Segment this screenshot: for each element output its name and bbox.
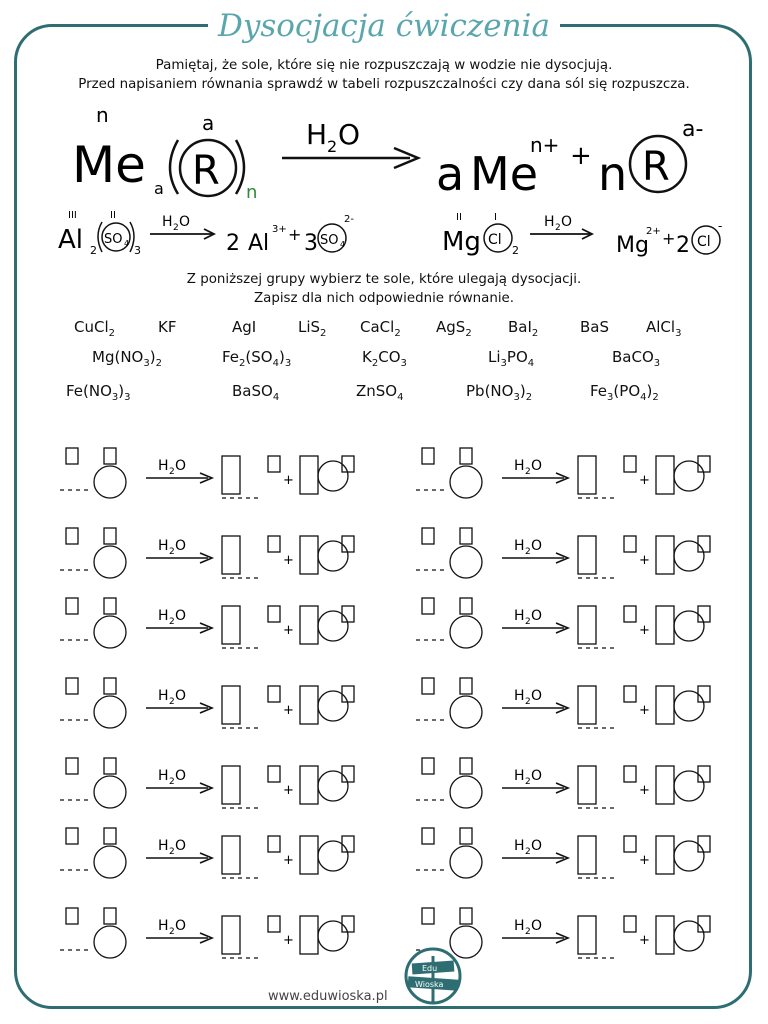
charge-box[interactable] bbox=[698, 456, 710, 472]
valence-box[interactable] bbox=[104, 598, 116, 614]
radical-circle[interactable] bbox=[450, 616, 482, 648]
coefficient-box[interactable] bbox=[300, 836, 318, 874]
valence-box[interactable] bbox=[460, 528, 472, 544]
plus-sign: + bbox=[570, 141, 592, 171]
ion-circle[interactable] bbox=[674, 921, 704, 951]
salt-formula: ZnSO$_4$ bbox=[356, 382, 404, 403]
salt-formula: BaSO$_4$ bbox=[232, 382, 280, 403]
ion-circle[interactable] bbox=[318, 921, 348, 951]
valence-box[interactable] bbox=[422, 448, 434, 464]
task-line-2: Zapisz dla nich odpowiednie równanie. bbox=[253, 291, 515, 306]
radical-circle[interactable] bbox=[450, 846, 482, 878]
water-o: O bbox=[531, 768, 543, 784]
mg-ion: Mg bbox=[616, 233, 649, 258]
so4-symbol: SO bbox=[104, 232, 123, 247]
salt-formula: AlCl$_3$ bbox=[646, 318, 682, 339]
coefficient-box[interactable] bbox=[222, 916, 240, 954]
radical-circle[interactable] bbox=[94, 696, 126, 728]
valence-box[interactable] bbox=[66, 908, 78, 924]
water-o: O bbox=[175, 688, 187, 704]
valence-a: a bbox=[202, 111, 215, 135]
water-h: H bbox=[158, 608, 169, 624]
charge-box[interactable] bbox=[268, 686, 280, 702]
anion-symbol: R bbox=[642, 144, 670, 190]
left-bracket bbox=[170, 140, 178, 194]
water-h: H bbox=[158, 538, 169, 554]
water-h: H bbox=[544, 214, 555, 230]
eduwioska-logo bbox=[398, 946, 468, 1006]
salt-formula: $Pb(NO_3)_2$ bbox=[466, 382, 533, 403]
coefficient-box[interactable] bbox=[222, 766, 240, 804]
valence-n: n bbox=[96, 103, 109, 127]
salt-formula: BaI$_2$ bbox=[508, 318, 539, 339]
coefficient-box[interactable] bbox=[656, 606, 674, 644]
plus-sign: + bbox=[283, 553, 294, 568]
water-sub: 2 bbox=[169, 467, 175, 477]
water-sub: 2 bbox=[169, 927, 175, 937]
salt-formula: BaCO$_3$ bbox=[612, 348, 661, 369]
valence-box[interactable] bbox=[66, 758, 78, 774]
water-o: O bbox=[531, 608, 543, 624]
charge-box[interactable] bbox=[624, 456, 636, 472]
plus-sign: + bbox=[639, 783, 650, 798]
mg-charge: 2+ bbox=[646, 226, 661, 237]
intro-text bbox=[40, 56, 728, 94]
plus-sign: + bbox=[639, 933, 650, 948]
coefficient-box[interactable] bbox=[300, 606, 318, 644]
intro-line-2: Przed napisaniem równania sprawdź w tabeli rozpuszczalności czy dana sól się rozpuszcza. bbox=[78, 77, 690, 92]
equation-row[interactable] bbox=[416, 448, 710, 498]
ion-circle[interactable] bbox=[674, 461, 704, 491]
equation-row[interactable] bbox=[60, 758, 354, 808]
page-title: Dysocjacja ćwiczenia bbox=[0, 8, 768, 44]
charge-box[interactable] bbox=[268, 916, 280, 932]
general-equation bbox=[0, 100, 768, 200]
water-sub: 2 bbox=[169, 847, 175, 857]
valence-box[interactable] bbox=[422, 598, 434, 614]
outer-sub: 3 bbox=[134, 244, 141, 257]
task-text bbox=[40, 270, 728, 308]
coef1: 2 bbox=[226, 231, 240, 256]
cl-symbol: Cl bbox=[488, 232, 502, 248]
plus: + bbox=[662, 229, 676, 248]
valence-al: III bbox=[68, 210, 77, 221]
salt-formula: CuCl$_2$ bbox=[74, 318, 115, 339]
water-h: H bbox=[514, 458, 525, 474]
water-o: O bbox=[175, 768, 187, 784]
water-o: O bbox=[175, 608, 187, 624]
valence-box[interactable] bbox=[66, 828, 78, 844]
anion-coef: n bbox=[598, 147, 628, 200]
subscript-a: a bbox=[154, 179, 164, 198]
water-h: H bbox=[158, 688, 169, 704]
plus-sign: + bbox=[639, 623, 650, 638]
water-h: H bbox=[514, 838, 525, 854]
radical-circle[interactable] bbox=[450, 776, 482, 808]
al-ion: Al bbox=[248, 231, 270, 256]
coefficient-box[interactable] bbox=[222, 606, 240, 644]
valence-box[interactable] bbox=[66, 448, 78, 464]
water-sub: 2 bbox=[169, 777, 175, 787]
charge-box[interactable] bbox=[342, 536, 354, 552]
al-symbol: Al bbox=[58, 225, 84, 255]
coefficient-box[interactable] bbox=[222, 456, 240, 494]
water-h: H bbox=[158, 768, 169, 784]
plus-sign: + bbox=[639, 703, 650, 718]
valence-box[interactable] bbox=[104, 758, 116, 774]
equation-row[interactable] bbox=[60, 528, 354, 578]
valence-box[interactable] bbox=[460, 828, 472, 844]
charge-box[interactable] bbox=[698, 536, 710, 552]
equation-row[interactable] bbox=[60, 448, 354, 498]
salt-formula: $Fe_3(PO_4)_2$ bbox=[590, 382, 659, 403]
equation-row[interactable] bbox=[416, 678, 710, 728]
valence-box[interactable] bbox=[104, 448, 116, 464]
valence-box[interactable] bbox=[460, 908, 472, 924]
water-h: H bbox=[514, 918, 525, 934]
valence-cl: I bbox=[494, 212, 497, 223]
equation-row[interactable] bbox=[60, 828, 354, 878]
ion-circle[interactable] bbox=[318, 841, 348, 871]
coefficient-box[interactable] bbox=[222, 536, 240, 574]
ion-circle[interactable] bbox=[674, 841, 704, 871]
equation-row[interactable] bbox=[416, 758, 710, 808]
water-h: H bbox=[158, 838, 169, 854]
water-sub: 2 bbox=[525, 467, 531, 477]
cl-charge: - bbox=[718, 219, 723, 233]
water-sub: 2 bbox=[173, 223, 179, 233]
salt-formula: AgS$_2$ bbox=[436, 318, 472, 339]
valence-box[interactable] bbox=[104, 678, 116, 694]
valence-box[interactable] bbox=[104, 908, 116, 924]
water-o: O bbox=[531, 838, 543, 854]
equation-row[interactable] bbox=[60, 598, 354, 648]
charge-box[interactable] bbox=[624, 686, 636, 702]
charge-box[interactable] bbox=[342, 686, 354, 702]
equation-row[interactable] bbox=[60, 908, 354, 958]
salt-formula: LiS$_2$ bbox=[298, 318, 327, 339]
cl-sub: 2 bbox=[512, 244, 519, 257]
example-mgcl2 bbox=[442, 212, 722, 258]
plus-sign: + bbox=[639, 553, 650, 568]
coefficient-box[interactable] bbox=[578, 686, 596, 724]
valence-box[interactable] bbox=[422, 678, 434, 694]
al-charge: 3+ bbox=[272, 224, 287, 235]
water-o: O bbox=[175, 458, 187, 474]
plus-sign: + bbox=[283, 933, 294, 948]
equation-row[interactable] bbox=[60, 678, 354, 728]
coefficient-box[interactable] bbox=[578, 536, 596, 574]
coefficient-box[interactable] bbox=[656, 836, 674, 874]
task-line-1: Z poniższej grupy wybierz te sole, które ulegają dysocjacji. bbox=[186, 272, 582, 287]
equation-row[interactable] bbox=[416, 528, 710, 578]
water-h: H bbox=[514, 538, 525, 554]
valence-box[interactable] bbox=[66, 598, 78, 614]
ion-circle[interactable] bbox=[674, 541, 704, 571]
water-h: H bbox=[162, 214, 173, 230]
valence-box[interactable] bbox=[104, 528, 116, 544]
coefficient-box[interactable] bbox=[656, 536, 674, 574]
salt-formula: KF bbox=[158, 318, 177, 336]
water-sub: 2 bbox=[169, 697, 175, 707]
charge-box[interactable] bbox=[342, 766, 354, 782]
water-sub: 2 bbox=[327, 137, 338, 156]
ion-circle[interactable] bbox=[318, 541, 348, 571]
coefficient-box[interactable] bbox=[656, 766, 674, 804]
footer-url[interactable]: www.eduwioska.pl bbox=[268, 989, 388, 1004]
radical-circle[interactable] bbox=[94, 776, 126, 808]
radical-circle[interactable] bbox=[94, 846, 126, 878]
so4-charge: 2- bbox=[344, 214, 354, 225]
ion-circle[interactable] bbox=[318, 611, 348, 641]
salt-formula: BaS bbox=[580, 318, 610, 336]
water-o: O bbox=[531, 688, 543, 704]
valence-box[interactable] bbox=[422, 908, 434, 924]
water-o: O bbox=[179, 214, 191, 230]
coefficient-box[interactable] bbox=[656, 916, 674, 954]
water-sub: 2 bbox=[169, 547, 175, 557]
subscript-n: n bbox=[246, 182, 258, 200]
radical-circle[interactable] bbox=[450, 466, 482, 498]
water-h: H bbox=[158, 918, 169, 934]
ion-circle[interactable] bbox=[674, 611, 704, 641]
salt-formula: $Mg(NO_3)_2$ bbox=[92, 348, 162, 369]
charge-box[interactable] bbox=[624, 836, 636, 852]
radical-circle[interactable] bbox=[94, 466, 126, 498]
coefficient-box[interactable] bbox=[578, 606, 596, 644]
equation-row[interactable] bbox=[416, 828, 710, 878]
charge-box[interactable] bbox=[342, 836, 354, 852]
charge-box[interactable] bbox=[268, 456, 280, 472]
ion-circle[interactable] bbox=[318, 771, 348, 801]
charge-box[interactable] bbox=[268, 836, 280, 852]
charge-box[interactable] bbox=[698, 916, 710, 932]
so4-sub: 4 bbox=[124, 239, 130, 248]
cation-charge: n+ bbox=[530, 133, 560, 157]
valence-so4: II bbox=[110, 210, 116, 221]
water-o: O bbox=[531, 918, 543, 934]
water-sub: 2 bbox=[555, 223, 561, 233]
plus-sign: + bbox=[639, 853, 650, 868]
water-h: H bbox=[306, 118, 328, 151]
plus-sign: + bbox=[283, 853, 294, 868]
charge-box[interactable] bbox=[268, 766, 280, 782]
coefficient-box[interactable] bbox=[300, 916, 318, 954]
water-o: O bbox=[338, 118, 361, 151]
valence-box[interactable] bbox=[422, 528, 434, 544]
charge-box[interactable] bbox=[698, 766, 710, 782]
charge-box[interactable] bbox=[268, 606, 280, 622]
intro-line-1: Pamiętaj, że sole, które się nie rozpuszczają w wodzie nie dysocjują. bbox=[155, 58, 613, 73]
coefficient-box[interactable] bbox=[578, 456, 596, 494]
examples bbox=[0, 200, 768, 264]
water-o: O bbox=[561, 214, 573, 230]
charge-box[interactable] bbox=[624, 766, 636, 782]
plus-sign: + bbox=[283, 473, 294, 488]
mg-symbol: Mg bbox=[442, 227, 481, 257]
charge-box[interactable] bbox=[698, 686, 710, 702]
charge-box[interactable] bbox=[268, 536, 280, 552]
radical-circle[interactable] bbox=[94, 616, 126, 648]
anion-charge: a- bbox=[682, 117, 704, 142]
plus-sign: + bbox=[283, 783, 294, 798]
coefficient-box[interactable] bbox=[578, 836, 596, 874]
water-o: O bbox=[175, 918, 187, 934]
so4-ion: SO bbox=[320, 233, 339, 248]
coefficient-box[interactable] bbox=[222, 686, 240, 724]
radical-circle[interactable] bbox=[94, 546, 126, 578]
coef: 2 bbox=[676, 233, 690, 258]
valence-box[interactable] bbox=[66, 678, 78, 694]
water-o: O bbox=[531, 538, 543, 554]
water-o: O bbox=[175, 838, 187, 854]
plus: + bbox=[288, 225, 302, 244]
water-sub: 2 bbox=[525, 847, 531, 857]
coefficient-box[interactable] bbox=[300, 456, 318, 494]
coefficient-box[interactable] bbox=[578, 916, 596, 954]
water-h: H bbox=[158, 458, 169, 474]
coefficient-box[interactable] bbox=[300, 766, 318, 804]
coefficient-box[interactable] bbox=[578, 766, 596, 804]
charge-box[interactable] bbox=[698, 836, 710, 852]
so4-ion-sub: 4 bbox=[340, 240, 346, 249]
water-sub: 2 bbox=[169, 617, 175, 627]
ion-circle[interactable] bbox=[674, 771, 704, 801]
charge-box[interactable] bbox=[342, 456, 354, 472]
salt-formula: $Fe(NO_3)_3$ bbox=[66, 382, 131, 403]
charge-box[interactable] bbox=[698, 606, 710, 622]
water-sub: 2 bbox=[525, 927, 531, 937]
radical-circle[interactable] bbox=[450, 696, 482, 728]
charge-box[interactable] bbox=[624, 536, 636, 552]
plus-sign: + bbox=[639, 473, 650, 488]
water-h: H bbox=[514, 608, 525, 624]
valence-box[interactable] bbox=[422, 758, 434, 774]
water-sub: 2 bbox=[525, 777, 531, 787]
coefficient-box[interactable] bbox=[656, 686, 674, 724]
coefficient-box[interactable] bbox=[222, 836, 240, 874]
ion-circle[interactable] bbox=[318, 461, 348, 491]
salt-formula: $K_2CO_3$ bbox=[362, 348, 407, 369]
water-sub: 2 bbox=[525, 617, 531, 627]
water-h: H bbox=[514, 688, 525, 704]
cation-symbol: Me bbox=[470, 147, 538, 200]
radical-circle[interactable] bbox=[450, 546, 482, 578]
equation-row[interactable] bbox=[416, 598, 710, 648]
water-sub: 2 bbox=[525, 697, 531, 707]
cl-ion: Cl bbox=[697, 234, 711, 250]
al-sub: 2 bbox=[90, 244, 97, 257]
me-symbol: Me bbox=[72, 136, 146, 194]
plus-sign: + bbox=[283, 623, 294, 638]
coef2: 3 bbox=[304, 231, 318, 256]
charge-box[interactable] bbox=[342, 916, 354, 932]
example-al2so43 bbox=[58, 210, 354, 257]
cation-coef: a bbox=[436, 147, 465, 200]
valence-box[interactable] bbox=[66, 528, 78, 544]
radical-symbol: R bbox=[192, 148, 220, 194]
logo-bottom: Wioska bbox=[415, 980, 444, 989]
water-sub: 2 bbox=[525, 547, 531, 557]
equation-templates bbox=[0, 440, 768, 960]
charge-box[interactable] bbox=[624, 606, 636, 622]
valence-box[interactable] bbox=[460, 678, 472, 694]
salt-formula: CaCl$_2$ bbox=[360, 318, 401, 339]
salt-formula: $Fe_2(SO_4)_3$ bbox=[222, 348, 292, 369]
radical-circle[interactable] bbox=[94, 926, 126, 958]
water-o: O bbox=[531, 458, 543, 474]
coefficient-box[interactable] bbox=[300, 536, 318, 574]
coefficient-box[interactable] bbox=[656, 456, 674, 494]
valence-box[interactable] bbox=[460, 758, 472, 774]
logo-top: Edu bbox=[422, 964, 438, 973]
plus-sign: + bbox=[283, 703, 294, 718]
charge-box[interactable] bbox=[624, 916, 636, 932]
ion-circle[interactable] bbox=[674, 691, 704, 721]
water-o: O bbox=[175, 538, 187, 554]
salt-formula: $Li_3PO_4$ bbox=[488, 348, 535, 369]
valence-box[interactable] bbox=[422, 828, 434, 844]
ion-circle[interactable] bbox=[318, 691, 348, 721]
coefficient-box[interactable] bbox=[300, 686, 318, 724]
valence-box[interactable] bbox=[460, 448, 472, 464]
valence-mg: II bbox=[456, 212, 462, 223]
salt-formula: AgI bbox=[232, 318, 257, 336]
charge-box[interactable] bbox=[342, 606, 354, 622]
valence-box[interactable] bbox=[104, 828, 116, 844]
water-h: H bbox=[514, 768, 525, 784]
valence-box[interactable] bbox=[460, 598, 472, 614]
